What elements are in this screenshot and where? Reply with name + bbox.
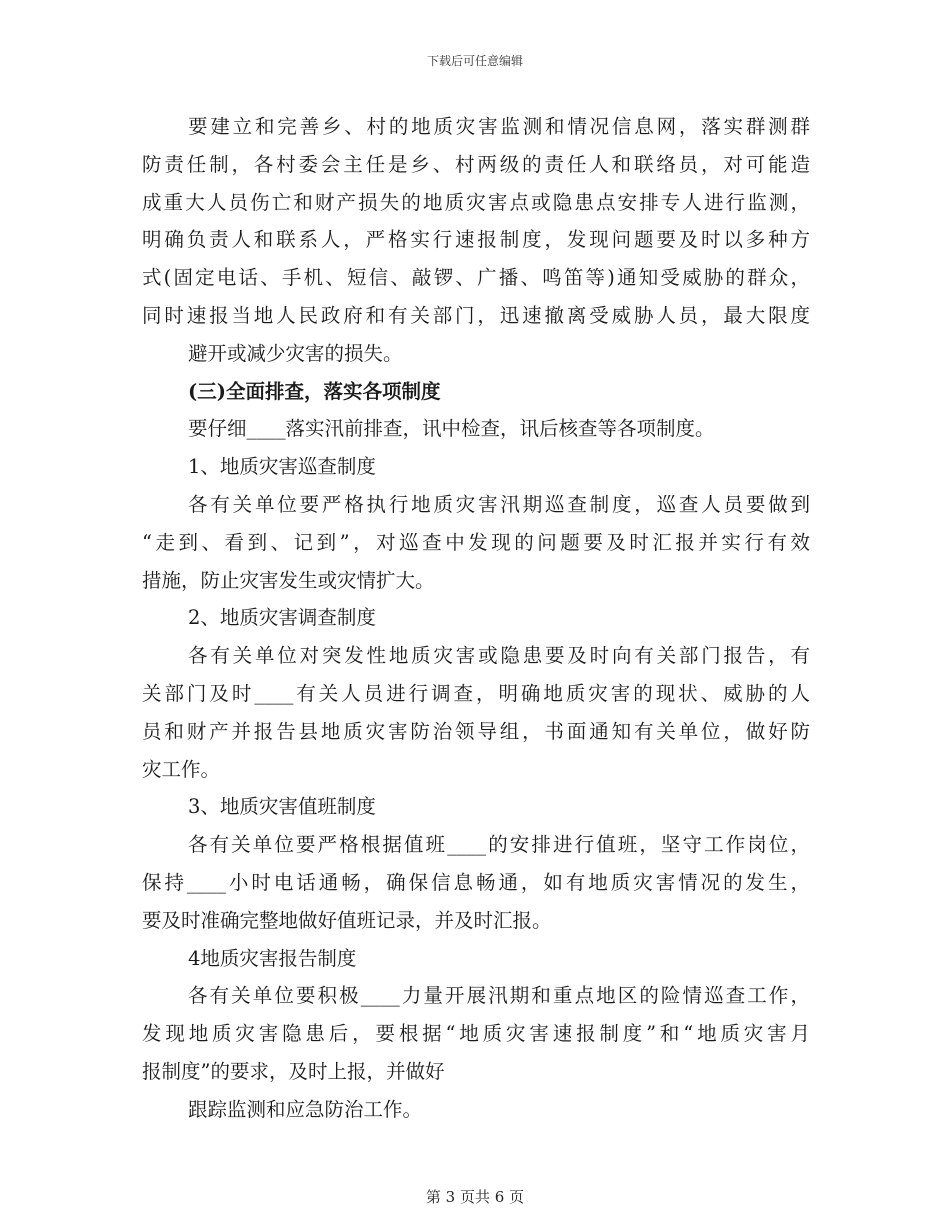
- paragraph-line: 防责任制，各村委会主任是乡、村两级的责任人和联络员，对可能造: [142, 152, 810, 176]
- paragraph-line: 报制度”的要求，及时上报，并做好: [142, 1059, 445, 1083]
- subsection-heading: 3、地质灾害值班制度: [188, 795, 376, 819]
- paragraph-line: 成重大人员伤亡和财产损失的地质灾害点或隐患点安排专人进行监测，: [142, 190, 810, 214]
- paragraph-line: 各有关单位要积极____力量开展汛期和重点地区的险情巡查工作，: [188, 984, 810, 1008]
- paragraph-line: 各有关单位要严格根据值班____的安排进行值班，坚守工作岗位，: [188, 833, 810, 857]
- paragraph-line: 关部门及时____有关人员进行调查，明确地质灾害的现状、威胁的人: [142, 681, 810, 705]
- paragraph-line: 保持____小时电话通畅，确保信息畅通，如有地质灾害情况的发生，: [142, 870, 810, 894]
- paragraph-line: 员和财产并报告县地质灾害防治领导组，书面通知有关单位，做好防: [142, 719, 810, 743]
- document-body: [142, 108, 810, 1129]
- paragraph-line: 灾工作。: [142, 757, 221, 781]
- subsection-heading: 2、地质灾害调查制度: [188, 606, 376, 630]
- paragraph-line: 各有关单位对突发性地质灾害或隐患要及时向有关部门报告，有: [188, 644, 810, 668]
- paragraph-line: 发现地质灾害隐患后，要根据“地质灾害速报制度”和“地质灾害月: [142, 1022, 810, 1046]
- paragraph-line: 措施，防止灾害发生或灾情扩大。: [142, 568, 435, 592]
- paragraph-line: 明确负责人和联系人，严格实行速报制度，发现问题要及时以多种方: [142, 228, 810, 252]
- paragraph-line: 式(固定电话、手机、短信、敲锣、广播、鸣笛等)通知受威胁的群众，: [142, 266, 810, 290]
- subsection-heading: 1、地质灾害巡查制度: [188, 455, 376, 479]
- paragraph-line: 跟踪监测和应急防治工作。: [188, 1097, 423, 1121]
- paragraph-line: 同时速报当地人民政府和有关部门，迅速撤离受威胁人员，最大限度: [142, 303, 810, 327]
- page-number: 第 3 页共 6 页: [425, 1188, 525, 1206]
- page-header: 下载后可任意编辑: [426, 54, 523, 68]
- paragraph-line: 要建立和完善乡、村的地质灾害监测和情况信息网，落实群测群: [188, 115, 810, 138]
- paragraph-line: 各有关单位要严格执行地质灾害汛期巡查制度，巡查人员要做到: [188, 492, 810, 516]
- paragraph-line: 要及时准确完整地做好值班记录，并及时汇报。: [142, 908, 552, 932]
- paragraph-line: 避开或减少灾害的损失。: [188, 341, 403, 365]
- paragraph-line: “走到、看到、记到”，对巡查中发现的问题要及时汇报并实行有效: [142, 530, 810, 554]
- section-heading: (三)全面排查，落实各项制度: [188, 379, 441, 403]
- paragraph-line: 要仔细____落实汛前排查，讯中检查，讯后核查等各项制度。: [188, 417, 715, 441]
- subsection-heading: 4地质灾害报告制度: [188, 946, 357, 970]
